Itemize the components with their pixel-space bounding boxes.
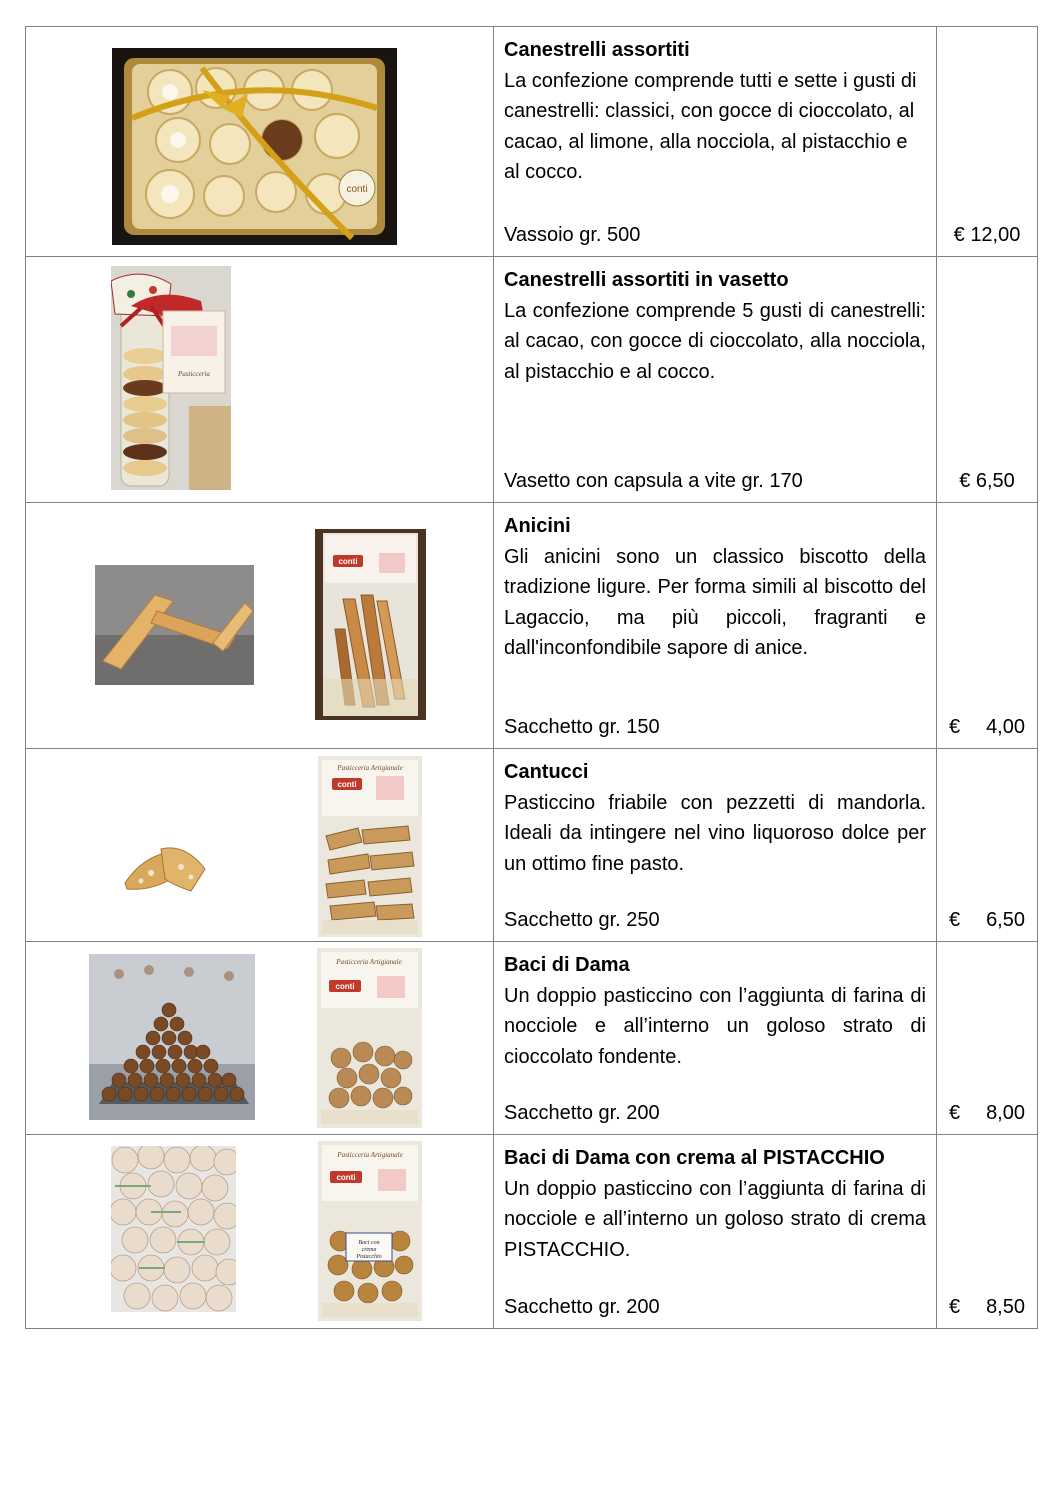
product-price-cell xyxy=(937,27,1038,257)
product-price: 4,00 xyxy=(986,715,1025,738)
product-description: Un doppio pasticcino con l’aggiunta di farina di nocciole e all’interno un goloso strato di cioccolato fondente. xyxy=(504,984,926,1068)
canestrelli-tray-photo xyxy=(112,48,397,245)
product-row xyxy=(26,27,1038,257)
svg-text:crema: crema xyxy=(361,1247,377,1253)
svg-text:Pistacchio: Pistacchio xyxy=(356,1254,382,1260)
product-text-cell xyxy=(494,749,937,942)
product-image-cell xyxy=(26,1135,494,1329)
product-row xyxy=(26,503,1038,749)
product-description: La confezione comprende 5 gusti di canestrelli: al cacao, con gocce di cioccolato, alla nocciola, al pistacchio e al cocco. xyxy=(504,299,926,383)
product-price: 8,00 xyxy=(986,1101,1025,1124)
product-title: Canestrelli assortiti xyxy=(504,39,690,61)
currency-symbol: € xyxy=(959,469,971,492)
product-image-cell xyxy=(26,503,494,749)
brand-logo-text: conti xyxy=(336,1173,356,1182)
product-package: Sacchetto gr. 200 xyxy=(504,1295,660,1318)
product-row xyxy=(26,749,1038,942)
product-package: Sacchetto gr. 250 xyxy=(504,908,660,931)
currency-symbol: € xyxy=(949,908,961,931)
currency-symbol: € xyxy=(953,223,965,246)
cantucci-bag-photo xyxy=(318,756,422,937)
product-price: 6,50 xyxy=(986,908,1025,931)
svg-text:Baci con: Baci con xyxy=(358,1240,380,1246)
product-image-cell xyxy=(26,27,494,257)
baci-di-dama-pistacchio-bag-photo xyxy=(318,1141,422,1321)
product-title: Anicini xyxy=(504,515,571,537)
product-title: Canestrelli assortiti in vasetto xyxy=(504,269,789,291)
product-title: Baci di Dama xyxy=(504,954,630,976)
product-price-cell xyxy=(937,257,1038,503)
price-line xyxy=(949,905,1025,936)
product-description: La confezione comprende tutti e sette i gusti di canestrelli: classici, con gocce di cioccolato, al cacao, al limone, alla nocciola, al pistacchio e al cocco. xyxy=(504,69,917,183)
product-package: Vassoio gr. 500 xyxy=(504,223,641,246)
product-title: Cantucci xyxy=(504,761,589,783)
currency-symbol: € xyxy=(949,1101,961,1124)
product-package: Sacchetto gr. 150 xyxy=(504,715,660,738)
product-text-cell xyxy=(494,257,937,503)
product-row xyxy=(26,942,1038,1135)
product-price: 8,50 xyxy=(986,1295,1025,1318)
product-title: Baci di Dama con crema al PISTACCHIO xyxy=(504,1147,885,1169)
product-table xyxy=(25,26,1038,1329)
currency-symbol: € xyxy=(949,1295,961,1318)
currency-symbol: € xyxy=(949,715,961,738)
product-description: Gli anicini sono un classico biscotto della tradizione ligure. Per forma simili al biscotto del Lagaccio, ma più piccoli, fragranti e dall'inconfondibile sapore di anice. xyxy=(504,545,926,659)
baci-di-dama-pistacchio-photo xyxy=(111,1146,236,1312)
product-text-cell xyxy=(494,503,937,749)
product-package: Vasetto con capsula a vite gr. 170 xyxy=(504,469,803,492)
product-text-cell xyxy=(494,27,937,257)
price-line xyxy=(949,1098,1025,1129)
product-image-cell xyxy=(26,942,494,1135)
svg-text:Pasticceria Artigianale: Pasticceria Artigianale xyxy=(336,958,402,966)
brand-logo-text: conti xyxy=(338,557,358,566)
price-line xyxy=(949,220,1025,251)
svg-text:Pasticceria Artigianale: Pasticceria Artigianale xyxy=(337,764,403,772)
baci-di-dama-photo xyxy=(89,954,255,1120)
price-line xyxy=(949,466,1025,497)
canestrelli-jar-photo xyxy=(111,266,231,490)
anicini-photo xyxy=(95,565,254,685)
product-description: Un doppio pasticcino con l’aggiunta di farina di nocciole e all’interno un goloso strato di crema PISTACCHIO. xyxy=(504,1177,926,1261)
brand-logo-text: conti xyxy=(346,184,368,195)
product-image-cell xyxy=(26,257,494,503)
price-line xyxy=(949,1292,1025,1323)
product-text-cell xyxy=(494,1135,937,1329)
price-line xyxy=(949,712,1025,743)
brand-logo-text: conti xyxy=(335,982,355,991)
product-price-cell xyxy=(937,1135,1038,1329)
product-row xyxy=(26,257,1038,503)
svg-text:Pasticceria Artigianale: Pasticceria Artigianale xyxy=(337,1151,403,1159)
baci-di-dama-bag-photo xyxy=(317,948,422,1128)
product-row xyxy=(26,1135,1038,1329)
product-description: Pasticcino friabile con pezzetti di mandorla. Ideali da intingere nel vino liquoroso dolce per un ottimo fine pasto. xyxy=(504,791,926,875)
anicini-bag-photo xyxy=(315,529,426,720)
svg-text:Pasticceria: Pasticceria xyxy=(178,370,210,378)
product-image-cell xyxy=(26,749,494,942)
product-text-cell xyxy=(494,942,937,1135)
product-price-cell xyxy=(937,503,1038,749)
cantucci-photo xyxy=(121,839,211,895)
product-price: 12,00 xyxy=(970,223,1021,246)
brand-logo-text: conti xyxy=(337,780,357,789)
product-package: Sacchetto gr. 200 xyxy=(504,1101,660,1124)
product-price-cell xyxy=(937,942,1038,1135)
product-price-cell xyxy=(937,749,1038,942)
product-price: 6,50 xyxy=(975,469,1015,492)
